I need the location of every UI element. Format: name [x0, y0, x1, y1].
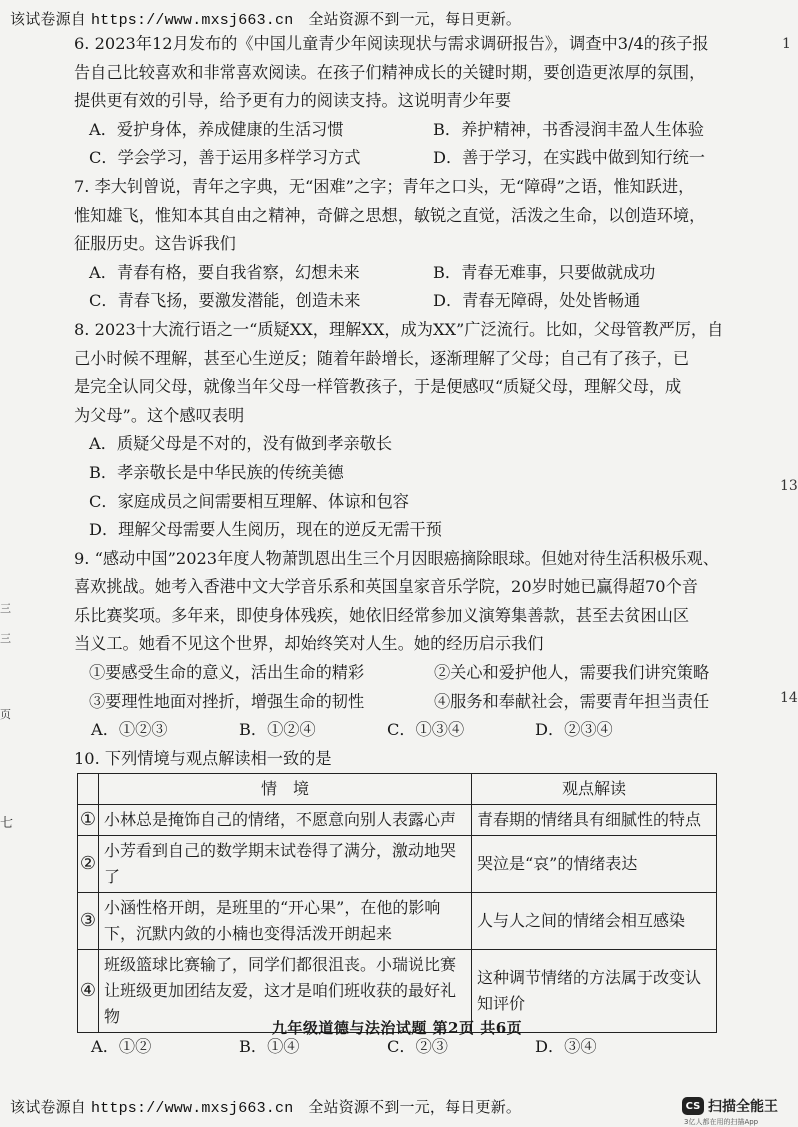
- row-context: 小林总是掩饰自己的情绪，不愿意向别人表露心声: [99, 805, 472, 836]
- question-7-options: [89, 259, 724, 316]
- option-a[interactable]: A．质疑父母是不对的，没有做到孝亲敬长: [89, 434, 393, 454]
- row-view: 这种调节情绪的方法属于改变认知评价: [472, 950, 717, 1033]
- option-b[interactable]: B．青春无难事，只要做就成功: [433, 262, 656, 282]
- scanner-name: 扫描全能王: [708, 1099, 778, 1115]
- question-8: [74, 316, 724, 545]
- row-context: 小芳看到自己的数学期末试卷得了满分，激动地哭了: [99, 836, 472, 893]
- source-banner-bottom: [10, 1096, 521, 1117]
- table-header-num: [78, 774, 99, 805]
- option-c[interactable]: C．①③④: [387, 720, 465, 740]
- option-a[interactable]: A．①②: [91, 1037, 152, 1057]
- table-row: [78, 893, 717, 950]
- row-view: 哭泣是“哀”的情绪表达: [472, 836, 717, 893]
- banner-suffix: 全站资源不到一元，每日更新。: [308, 10, 522, 28]
- banner-url[interactable]: https://www.mxsj663.cn: [90, 1100, 294, 1117]
- option-d[interactable]: D．理解父母需要人生阅历，现在的逆反无需干预: [89, 520, 442, 540]
- option-d[interactable]: D．青春无障碍，处处皆畅通: [433, 291, 641, 311]
- row-view: 人与人之间的情绪会相互感染: [472, 893, 717, 950]
- question-7: [74, 173, 724, 316]
- statement-3: ③要理性地面对挫折，增强生命的韧性: [89, 691, 365, 711]
- question-10: [74, 745, 724, 1062]
- statement-1: ①要感受生命的意义，活出生命的精彩: [89, 663, 365, 683]
- row-context: 小涵性格开朗，是班里的“开心果”，在他的影响下，沉默内敛的小楠也变得活泼开朗起来: [99, 893, 472, 950]
- table-header-context: 情 境: [99, 774, 472, 805]
- banner-prefix: 该试卷源自: [10, 10, 87, 28]
- statement-2: ②关心和爱护他人，需要我们讲究策略: [434, 663, 710, 683]
- edge-mark: 页: [0, 708, 11, 721]
- option-d[interactable]: D．善于学习，在实践中做到知行统一: [433, 148, 705, 168]
- question-9-line: 当义工。她看不见这个世界，却始终笑对人生。她的经历启示我们: [74, 634, 544, 654]
- source-banner-top: [10, 8, 521, 29]
- row-context: 班级篮球比赛输了，同学们都很沮丧。小瑞说比赛让班级更加团结友爱，这才是咱们班收获的最好礼物: [99, 950, 472, 1033]
- option-d[interactable]: D．③④: [535, 1037, 597, 1057]
- option-c[interactable]: C．②③: [387, 1037, 448, 1057]
- banner-suffix: 全站资源不到一元，每日更新。: [308, 1098, 522, 1116]
- situation-table: [77, 773, 717, 1033]
- question-9-options: [91, 716, 724, 745]
- question-8-line: 是完全认同父母，就像当年父母一样管教孩子，于是便感叹“质疑父母，理解父母，成: [74, 377, 682, 397]
- statement-4: ④服务和奉献社会，需要青年担当责任: [434, 691, 710, 711]
- question-8-line: 己小时候不理解，甚至心生逆反；随着年龄增长，逐渐理解了父母；自己有了孩子，已: [74, 348, 690, 368]
- option-a[interactable]: A．①②③: [91, 720, 168, 740]
- question-8-line: 8. 2023十大流行语之一“质疑XX，理解XX，成为XX”广泛流行。比如，父母管教严厉，自: [74, 319, 724, 339]
- table-header-view: 观点解读: [472, 774, 717, 805]
- option-b[interactable]: B．养护精神，书香浸润丰盈人生体验: [433, 119, 704, 139]
- question-8-options: [89, 430, 724, 544]
- banner-prefix: 该试卷源自: [10, 1098, 87, 1116]
- exam-content: [74, 30, 724, 1062]
- option-a[interactable]: A．青春有格，要自我省察，幻想未来: [89, 262, 360, 282]
- scanner-tagline: 3亿人都在用的扫描App: [684, 1118, 759, 1126]
- question-6-line: 提供更有效的引导，给予更有力的阅读支持。这说明青少年要: [74, 91, 512, 111]
- option-c[interactable]: C．青春飞扬，要激发潜能，创造未来: [89, 291, 361, 311]
- option-b[interactable]: B．孝亲敬长是中华民族的传统美德: [89, 462, 344, 482]
- question-9-statements: [89, 659, 724, 716]
- edge-mark: 三: [0, 632, 11, 645]
- question-6-line: 告自己比较喜欢和非常喜欢阅读。在孩子们精神成长的关键时期，要创造更浓厚的氛围，: [74, 62, 706, 82]
- question-6-line: 6. 2023年12月发布的《中国儿童青少年阅读现状与需求调研报告》，调查中3/4的孩子报: [74, 34, 709, 53]
- row-view: 青春期的情绪具有细腻性的特点: [472, 805, 717, 836]
- question-10-stem: 10. 下列情境与观点解读相一致的是: [74, 748, 332, 768]
- question-9-line: 喜欢挑战。她考入香港中文大学音乐系和英国皇家音乐学院，20岁时她已赢得超70个音: [74, 577, 698, 597]
- option-b[interactable]: B．①②④: [239, 720, 316, 740]
- option-d[interactable]: D．②③④: [535, 720, 613, 740]
- option-c[interactable]: C．家庭成员之间需要相互理解、体谅和包容: [89, 491, 409, 511]
- option-c[interactable]: C．学会学习，善于运用多样学习方式: [89, 148, 361, 168]
- row-number: ②: [78, 836, 99, 893]
- table-header-row: [78, 774, 717, 805]
- page-footer: 九年级道德与法治试题 第2页 共6页: [271, 1019, 523, 1037]
- scanner-badge-icon: CS: [682, 1097, 704, 1115]
- edge-mark: 14: [780, 690, 798, 706]
- question-9-line: 9. “感动中国”2023年度人物萧凯恩出生三个月因眼癌摘除眼球。但她对待生活积极乐观、: [74, 548, 719, 568]
- row-number: ④: [78, 950, 99, 1033]
- table-row: [78, 805, 717, 836]
- edge-mark: 1: [782, 36, 791, 52]
- question-8-line: 为父母”。这个感叹表明: [74, 405, 245, 425]
- question-7-line: 征服历史。这告诉我们: [74, 234, 236, 254]
- question-6-options: [89, 116, 724, 173]
- question-9: [74, 545, 724, 745]
- banner-url[interactable]: https://www.mxsj663.cn: [90, 12, 294, 29]
- edge-mark: 13: [780, 478, 798, 494]
- question-7-line: 7. 李大钊曾说，青年之字典，无“困难”之字；青年之口头，无“障碍”之语，惟知跃进，: [74, 176, 695, 196]
- row-number: ③: [78, 893, 99, 950]
- option-a[interactable]: A．爱护身体，养成健康的生活习惯: [89, 119, 344, 139]
- option-b[interactable]: B．①④: [239, 1037, 300, 1057]
- edge-mark: 七: [0, 816, 14, 831]
- question-7-line: 惟知雄飞，惟知本其自由之精神，奇僻之思想，敏锐之直觉，活泼之生命，以创造环境，: [74, 205, 706, 225]
- table-row: [78, 836, 717, 893]
- edge-mark: 三: [0, 602, 11, 615]
- question-6: [74, 30, 724, 173]
- question-9-line: 乐比赛奖项。多年来，即使身体残疾，她依旧经常参加义演筹集善款，甚至去贫困山区: [74, 605, 690, 625]
- row-number: ①: [78, 805, 99, 836]
- scanner-logo: [682, 1096, 778, 1126]
